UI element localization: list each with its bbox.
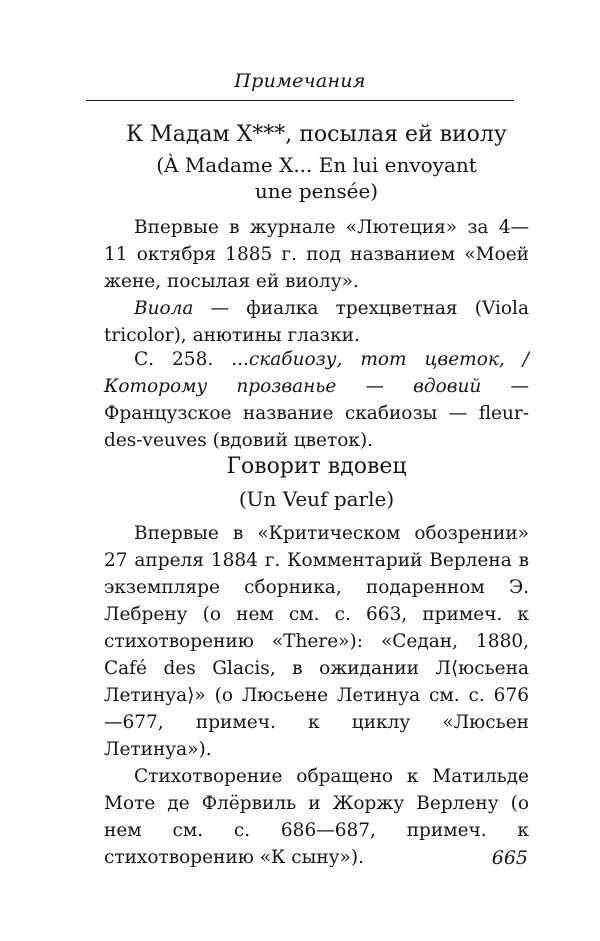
running-header: Примечания [234, 70, 366, 92]
section1-paragraph-1: Впервые в журнале «Лютеция» за 4—11 октября 1885 г. под названием «Моей жене, посылая ей виолу». [104, 217, 529, 292]
section1-paragraph-3 [104, 346, 529, 454]
section1-paragraph-2 [104, 295, 529, 349]
section1-term-viola: Виола [134, 298, 194, 319]
section2-body [104, 520, 529, 871]
page-reference: С. 258. [134, 349, 232, 370]
quoted-line: ...скабиозу, тот цветок, / Которому прозванье — вдовий [104, 349, 529, 397]
commentary-text: — Французское название скабиозы — fleur-des-veuves (вдовий цветок). [104, 376, 529, 451]
section2-paragraph-1: Впервые в «Критическом обозрении» 27 апреля 1884 г. Комментарий Верлена в экземпляре сборника, подаренном Э. Лебрену (о нем см. с. 663, примеч. к стихотворению «There»): «Седан, 1880, Café des Glacis, в ожидании Л⟨юсьена Летинуа⟩» (о Люсьене Летинуа см. с. 676—677, примеч. к циклу «Люсьен Летинуа»). [104, 523, 529, 760]
section2-subtitle: (Un Veuf parle) [238, 487, 395, 511]
section1-subtitle-line1: (À Madame X... En lui envoyant [156, 153, 477, 177]
section1-subtitle-line2: une pensée) [254, 179, 379, 203]
section1-body [104, 214, 529, 349]
section1-term-definition: — фиалка трехцветная (Viola tricolor), анютины глазки. [104, 298, 529, 346]
section1-title-block [104, 120, 529, 204]
header-divider [86, 100, 514, 101]
page-number: 665 [491, 847, 528, 869]
section2-title-block [104, 452, 529, 512]
section2-paragraph-2: Стихотворение обращено к Матильде Моте де Флёрвиль и Жоржу Верлену (о нем см. с. 686—687, примеч. к стихотворению «К сыну»). [104, 766, 529, 868]
section2-title: Говорит вдовец [226, 454, 407, 479]
section1-commentary [104, 346, 529, 454]
section1-title: К Мадам X***, посылая ей виолу [126, 122, 507, 147]
